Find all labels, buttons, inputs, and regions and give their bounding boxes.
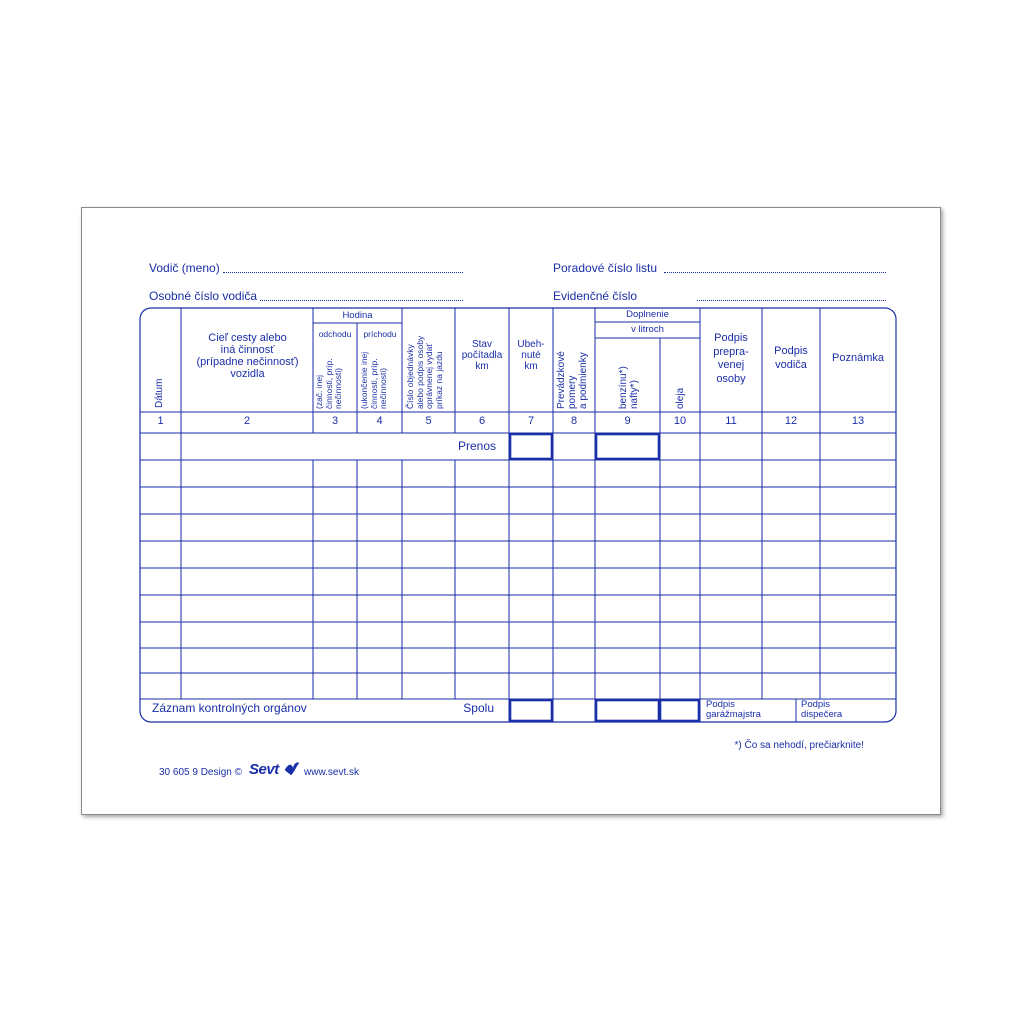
col-departure-note: (zač. inej činnosti, príp. nečinnosti) — [314, 358, 343, 409]
col-number: 12 — [784, 415, 798, 427]
col-number: 3 — [331, 415, 339, 427]
col-number: 5 — [425, 415, 432, 427]
col-number: 2 — [243, 415, 251, 427]
hour-header: Hodina — [342, 310, 373, 321]
driver-name-label: Vodič (meno) — [149, 261, 220, 275]
col-note-header: Poznámka — [832, 352, 884, 364]
garage-master-signature-label: Podpis garážmajstra — [706, 699, 761, 720]
bird-logo-icon — [284, 761, 300, 777]
sheet-number-label: Poradové číslo listu — [553, 261, 658, 275]
col-number: 4 — [376, 415, 383, 427]
total-label: Spolu — [463, 701, 494, 715]
driver-id-label: Osobné číslo vodiča — [149, 289, 258, 303]
control-record-label: Záznam kontrolných orgánov — [152, 701, 307, 715]
col-oil-header: oleja — [675, 387, 686, 409]
carry-over-label: Prenos — [457, 439, 496, 453]
liters-header: v litroch — [631, 324, 664, 335]
col-km-driven-header: Ubeh- nuté km — [517, 339, 545, 372]
col-number: 10 — [673, 415, 687, 427]
col-number: 6 — [478, 415, 486, 427]
col-destination-header: Cieľ cesty alebo iná činnosť (prípadne nečinnosť) vozidla — [196, 332, 299, 380]
col-order-header: Číslo objednávky alebo podpis osoby oprávnenej vydať príkaz na jazdu — [405, 335, 444, 409]
col-number: 8 — [570, 415, 578, 427]
col-number: 1 — [157, 415, 164, 427]
col-number: 11 — [725, 415, 737, 427]
brand-logo: Sevt — [249, 761, 279, 778]
col-fuel-header: benzínu*) nafty*) — [618, 366, 640, 409]
website-link[interactable]: www.sevt.sk — [304, 767, 360, 778]
col-arrival-note: (ukončenie inej činnosti, príp. nečinnosti) — [359, 351, 388, 409]
col-passenger-signature-header: Podpis prepra- venej osoby — [713, 332, 749, 385]
table-grid — [82, 208, 940, 814]
col-conditions-header: Prevádzkové pomery a podmienky — [556, 351, 589, 409]
col-driver-signature-header: Podpis vodiča — [774, 345, 808, 371]
print-code: 30 605 9 Design © — [159, 767, 242, 778]
departure-header: odchodu — [318, 329, 352, 339]
form-sheet — [81, 207, 941, 815]
col-odometer-header: Stav počítadla km — [461, 339, 503, 372]
footnote: *) Čo sa nehodí, prečiarknite! — [734, 740, 864, 751]
registration-number-label: Evidenčné číslo — [553, 289, 638, 303]
col-number: 7 — [527, 415, 535, 427]
refill-header: Doplnenie — [626, 309, 669, 320]
col-number: 9 — [624, 415, 631, 427]
col-number: 13 — [851, 415, 865, 427]
arrival-header: príchodu — [363, 329, 397, 339]
col-date-header: Dátum — [154, 378, 165, 408]
dispatcher-signature-label: Podpis dispečera — [801, 699, 843, 720]
